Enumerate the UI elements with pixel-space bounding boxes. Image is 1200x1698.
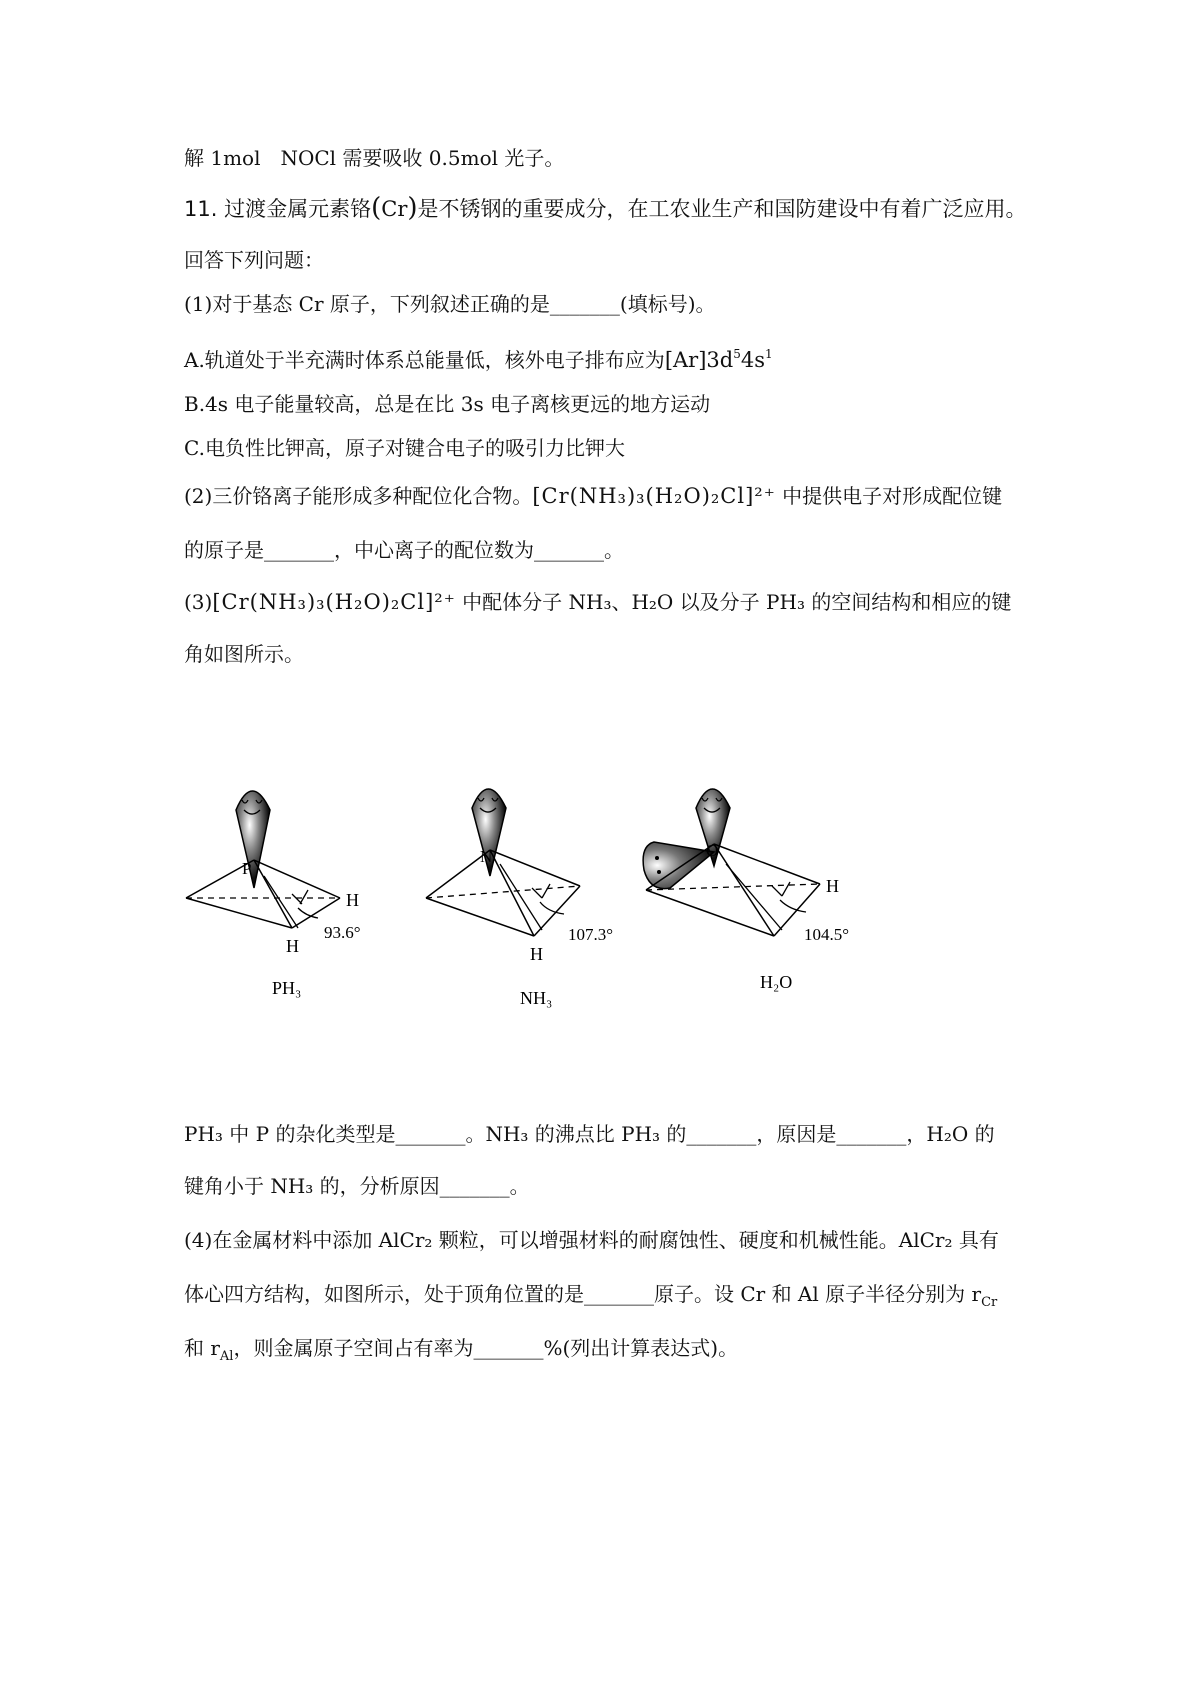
r-al-subscript: Al <box>219 1349 234 1364</box>
electron-config <box>665 348 773 372</box>
r-cr-subscript: Cr <box>981 1295 998 1310</box>
config-exp-s: 1 <box>765 347 773 361</box>
lone-pair-lobe <box>643 842 714 889</box>
part4-line2 <box>184 1280 997 1317</box>
part1-prompt: (1)对于基态 Cr 原子，下列叙述正确的是_______(填标号)。 <box>184 292 716 316</box>
h2o-center-label: O <box>706 841 719 860</box>
nh3-h-label: H <box>530 944 543 964</box>
nh3-caption: NH₃ <box>520 988 553 1008</box>
part3-line2: 角如图所示。 <box>184 642 304 666</box>
question-number: 11. <box>184 197 218 221</box>
element-symbol: Cr <box>381 197 408 221</box>
part3-line1 <box>184 588 1011 616</box>
complex-formula: [Cr(NH₃)₃(H₂O)₂Cl]²⁺ <box>532 484 776 508</box>
complex-formula: [Cr(NH₃)₃(H₂O)₂Cl]²⁺ <box>212 590 456 614</box>
part4-line3-pre: 和 r <box>184 1336 220 1360</box>
part4-line3-post: ，则金属原子空间占有率为_______%(列出计算表达式)。 <box>233 1336 739 1360</box>
part2-line1 <box>184 482 1002 510</box>
nh3-center-label: N <box>480 847 493 866</box>
ph3-angle-label: 93.6° <box>324 923 361 942</box>
part4-line1: (4)在金属材料中添加 AlCr₂ 颗粒，可以增强材料的耐腐蚀性、硬度和机械性能。AlCr₂ 具有 <box>184 1228 999 1252</box>
h2o-h-label: H <box>826 876 839 896</box>
ph3-center-label: P <box>242 859 252 878</box>
part4-line2-text: 体心四方结构，如图所示，处于顶角位置的是_______原子。设 Cr 和 Al 原子半径分别为 r <box>184 1282 982 1306</box>
ph3-caption: PH₃ <box>272 978 302 998</box>
ph3-h-label-bottom: H <box>286 936 299 956</box>
h2o-angle-label: 104.5° <box>804 925 850 944</box>
option-a-text: A.轨道处于半充满时体系总能量低，核外电子排布应为 <box>184 348 665 372</box>
config-exp-d: 5 <box>733 347 741 361</box>
intro-line: 解 1mol NOCl 需要吸收 0.5mol 光子。 <box>184 146 565 170</box>
part1-option-c: C.电负性比钾高，原子对键合电子的吸引力比钾大 <box>184 436 625 460</box>
part2-pre: (2)三价铬离子能形成多种配位化合物。 <box>184 484 533 508</box>
instruction-line: 回答下列问题： <box>184 248 324 272</box>
nh3-angle-label: 107.3° <box>568 925 614 944</box>
question-11-stem: 11. 过渡金属元素铬(Cr)是不锈钢的重要成分，在工农业生产和国防建设中有着广泛应用。 <box>184 193 1027 223</box>
config-core: [Ar]3d <box>664 348 734 372</box>
nh3-molecule <box>426 789 613 1008</box>
molecule-geometry-figure <box>180 780 940 1020</box>
part3-question-line2: 键角小于 NH₃ 的，分析原因_______。 <box>184 1174 530 1198</box>
part2-post: 中提供电子对形成配位键 <box>775 484 1003 508</box>
h2o-caption: H₂O <box>760 972 793 992</box>
part1-option-a <box>184 340 773 374</box>
stem-part-b: 是不锈钢的重要成分，在工农业生产和国防建设中有着广泛应用。 <box>417 197 1027 221</box>
ph3-molecule <box>186 791 361 998</box>
ph3-h-label-right: H <box>346 890 359 910</box>
part3-post: 中配体分子 NH₃、H₂O 以及分子 PH₃ 的空间结构和相应的键 <box>455 590 1012 614</box>
h2o-molecule <box>643 789 849 992</box>
part3-pre: (3) <box>184 590 213 614</box>
part1-option-b: B.4s 电子能量较高，总是在比 3s 电子离核更远的地方运动 <box>184 392 711 416</box>
part2-line2: 的原子是_______，中心离子的配位数为_______。 <box>184 538 624 562</box>
config-4s: 4s <box>740 348 765 372</box>
part4-line3 <box>184 1334 738 1371</box>
stem-part-a: 过渡金属元素铬 <box>224 197 372 221</box>
part3-question-line1: PH₃ 中 P 的杂化类型是_______。NH₃ 的沸点比 PH₃ 的_______，原因是_______，H₂O 的 <box>184 1122 995 1146</box>
